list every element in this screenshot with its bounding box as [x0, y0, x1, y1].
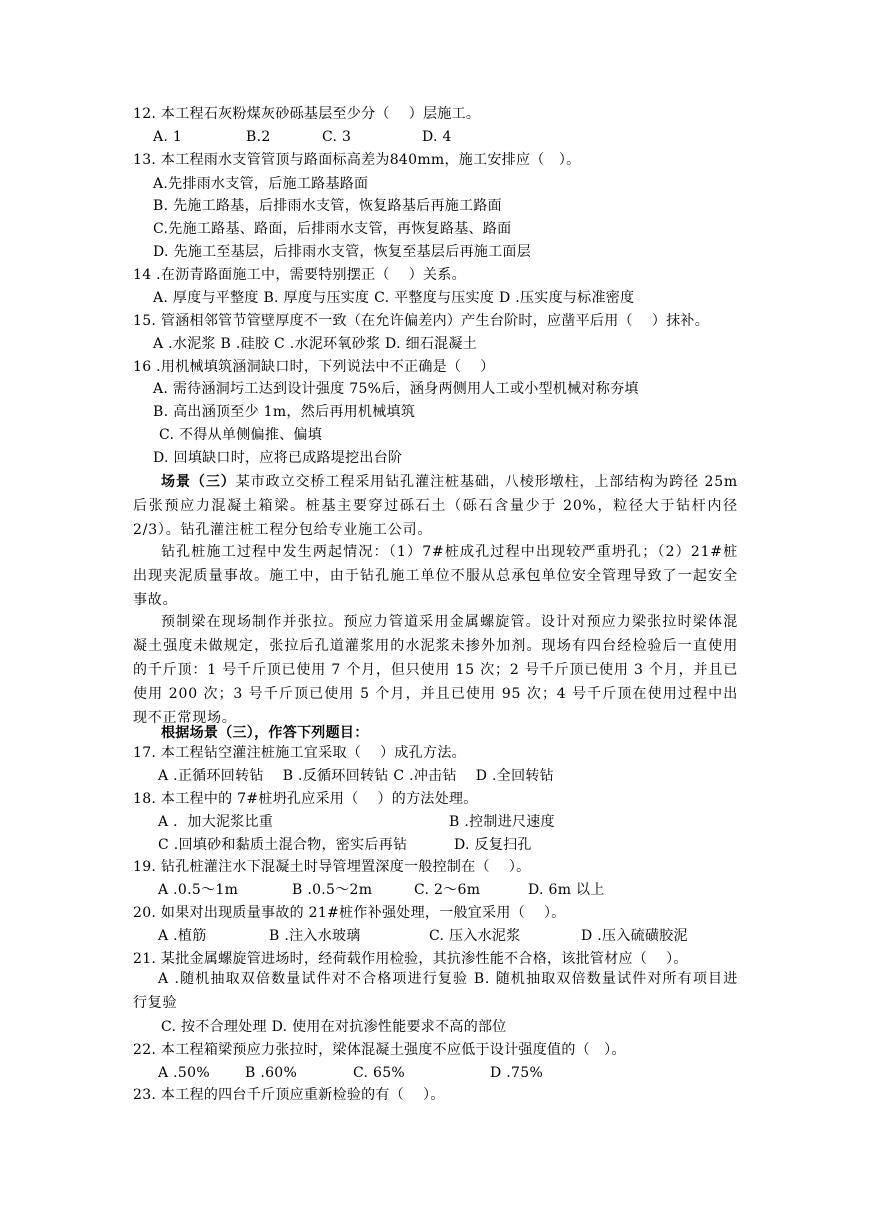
q18-option-d: D. 反复扫孔 [454, 837, 532, 853]
q16-option-c: C. 不得从单侧偏推、偏填 [159, 427, 323, 443]
question-22-stem: 22. 本工程箱梁预应力张拉时，梁体混凝土强度不应低于设计强度值的（ ）。 [133, 1042, 626, 1058]
q16-option-b: B. 高出涵顶至少 1m，然后再用机械填筑 [153, 404, 416, 420]
question-16-stem: 16 .用机械填筑涵洞缺口时，下列说法中不正确是（ ） [133, 359, 495, 375]
q13-option-a: A.先排雨水支管，后施工路基路面 [153, 176, 369, 192]
q19-option-b: B .0.5～2m [292, 882, 373, 898]
q12-option-a: A. 1 [153, 129, 183, 145]
q20-option-a: A .植筋 [158, 928, 207, 944]
q20-option-b: B .注入水玻璃 [269, 928, 361, 944]
question-12-stem: 12. 本工程石灰粉煤灰砂砾基层至少分（ ）层施工。 [133, 106, 481, 122]
scenario-3-paragraph-2: 钻孔桩施工过程中发生两起情况：（1）7#桩成孔过程中出现较严重坍孔；（2）21#桩出现夹泥质量事故。施工中，由于钻孔施工单位不服从总承包单位安全管理导致了一起安全事故。 [133, 544, 738, 608]
question-23-stem: 23. 本工程的四台千斤顶应重新检验的有（ ）。 [133, 1087, 445, 1103]
q18-option-b: B .控制进尺速度 [449, 814, 555, 830]
q12-option-d: D. 4 [422, 129, 452, 145]
q21-options-ab: A .随机抽取双倍数量试件对不合格项进行复验 B. 随机抽取双倍数量试件对所有项目进行复验 [133, 971, 738, 1011]
q22-option-c: C. 65% [353, 1065, 406, 1081]
scenario-3-instruction: 根据场景（三），作答下列题目： [161, 725, 369, 741]
scenario-3-paragraph-3: 预制梁在现场制作并张拉。预应力管道采用金属螺旋管。设计对预应力梁张拉时梁体混凝土强度未做规定，张拉后孔道灌浆用的水泥浆未掺外加剂。现场有四台经检验后一直使用的千斤顶：1 号千斤顶已使用 7 个月，但只使用 15 次；2 号千斤顶已使用 3 个月，并且已使用 200 次；3 号千斤顶已使用 5 个月，并且已使用 95 次；4 号千斤顶在使用过程中出现不正常现场。 [133, 614, 738, 726]
question-20-stem: 20. 如果对出现质量事故的 21#桩作补强处理，一般宜采用（ ）。 [133, 905, 566, 921]
q16-option-d: D. 回填缺口时，应将已成路堤挖出台阶 [153, 450, 403, 466]
q12-option-c: C. 3 [322, 129, 352, 145]
q13-option-d: D. 先施工至基层，后排雨水支管，恢复至基层后再施工面层 [153, 244, 532, 260]
q21-options-cd: C. 按不合理处理 D. 使用在对抗渗性能要求不高的部位 [161, 1019, 507, 1035]
scenario-3-text: 某市政立交桥工程采用钻孔灌注桩基础，八棱形墩柱，上部结构为跨径 25m 后张预应力混凝土箱梁。桩基主要穿过砾石土（砾石含量少于 20%，粒径大于钻杆内径 2/3）。钻孔灌注桩工程分包给专业施工公司。 [133, 474, 739, 538]
scenario-3-label: 场景（三） [161, 474, 236, 490]
q14-options: A. 厚度与平整度 B. 厚度与压实度 C. 平整度与压实度 D .压实度与标准密度 [153, 290, 635, 306]
q19-option-c: C. 2～6m [414, 882, 481, 898]
question-14-stem: 14 .在沥青路面施工中，需要特别摆正（ ）关系。 [133, 267, 466, 283]
question-13-stem: 13. 本工程雨水支管管顶与路面标高差为840mm，施工安排应（ ）。 [133, 152, 581, 168]
q20-option-d: D .压入硫磺胶泥 [581, 928, 688, 944]
q18-option-a: A . 加大泥浆比重 [158, 814, 274, 830]
q15-options: A .水泥浆 B .硅胶 C .水泥环氧砂浆 D. 细石混凝土 [153, 336, 478, 352]
q13-option-c: C.先施工路基、路面，后排雨水支管，再恢复路基、路面 [153, 221, 512, 237]
q22-option-a: A .50% [158, 1065, 210, 1081]
q12-option-b: B.2 [246, 129, 271, 145]
q19-option-d: D. 6m 以上 [528, 882, 605, 898]
question-17-stem: 17. 本工程钻空灌注桩施工宜采取（ ）成孔方法。 [133, 745, 466, 761]
question-18-stem: 18. 本工程中的 7#桩坍孔应采用（ ）的方法处理。 [133, 791, 478, 807]
question-21-stem: 21. 某批金属螺旋管进场时，经荷载作用检验，其抗渗性能不合格，该批管材应（ ）。 [133, 951, 688, 967]
q17-options: A .正循环回转钻 B .反循环回转钻 C .冲击钻 D .全回转钻 [158, 768, 554, 784]
question-15-stem: 15. 管涵相邻管节管壁厚度不一致（在允许偏差内）产生台阶时，应凿平后用（ ）抹补。 [133, 313, 710, 329]
q13-option-b: B. 先施工路基，后排雨水支管，恢复路基后再施工路面 [153, 198, 502, 214]
q18-option-c: C .回填砂和黏质土混合物，密实后再钻 [158, 837, 408, 853]
q22-option-d: D .75% [490, 1065, 544, 1081]
q19-option-a: A .0.5～1m [158, 882, 239, 898]
question-19-stem: 19. 钻孔桩灌注水下混凝土时导管埋置深度一般控制在（ ）。 [133, 859, 531, 875]
scenario-3-paragraph [133, 470, 738, 542]
q22-option-b: B .60% [245, 1065, 298, 1081]
q16-option-a: A. 需待涵洞圬工达到设计强度 75%后，涵身两侧用人工或小型机械对称夯填 [153, 381, 639, 397]
q20-option-c: C. 压入水泥浆 [429, 928, 521, 944]
